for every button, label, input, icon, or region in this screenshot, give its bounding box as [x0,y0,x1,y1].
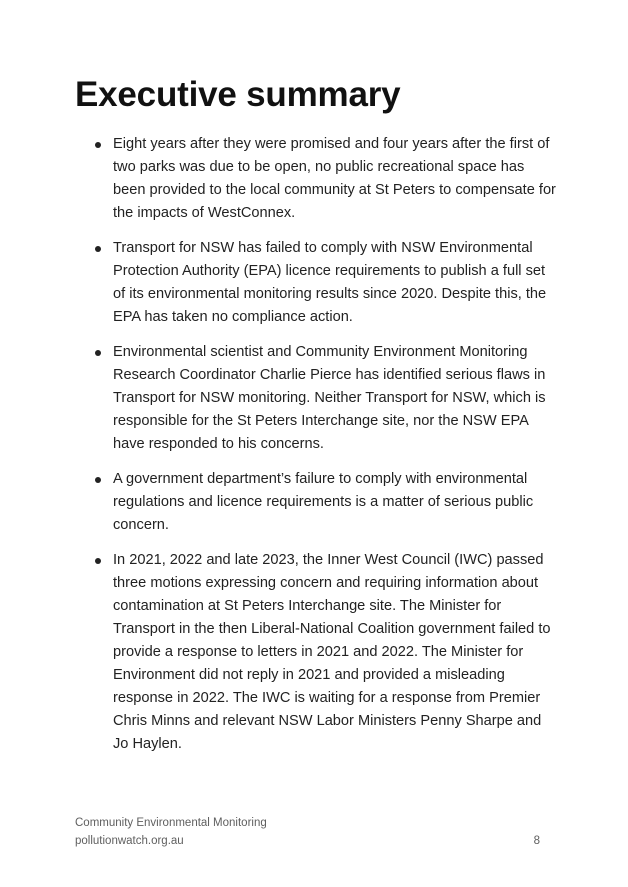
bullet-text: In 2021, 2022 and late 2023, the Inner West Council (IWC) passed three motions expressing concern and requiring information about contamination at St Peters Interchange site. The Minister for Transport in the then Liberal-National Coalition government failed to provide a response to letters in 2021 and 2022. The Minister for Environment did not reply in 2021 and provided a misleading response in 2022. The IWC is waiting for a response from Premier Chris Minns and relevant NSW Labor Ministers Penny Sharpe and Jo Haylen. [113,552,551,752]
page-title: Executive summary [75,75,401,114]
page-number: 8 [533,835,540,847]
bullet-text: Transport for NSW has failed to comply with NSW Environmental Protection Authority (EPA) licence requirements to publish a full set of its environmental monitoring results since 2020. Despite this, the EPA has taken no compliance action. [113,240,547,325]
bullet-text: A government department’s failure to comply with environmental regulations and licence requirements is a matter of serious public concern. [113,471,534,533]
bullet-dot-icon [95,477,101,483]
summary-bullet-list [95,133,557,768]
list-item [95,237,557,329]
bullet-text: Eight years after they were promised and four years after the first of two parks was due to be open, no public recreational space has been provided to the local community at St Peters to compensate for the impacts of WestConnex. [113,136,556,221]
list-item [95,133,557,225]
bullet-text: Environmental scientist and Community Environment Monitoring Research Coordinator Charlie Pierce has identified serious flaws in Transport for NSW monitoring. Neither Transport for NSW, which is responsible for the St Peters Interchange site, nor the NSW EPA have responded to his concerns. [113,344,546,452]
footer-website-link[interactable]: pollutionwatch.org.au [75,835,184,847]
bullet-dot-icon [95,350,101,356]
footer-organization: Community Environmental Monitoring [75,817,267,829]
list-item [95,341,557,456]
bullet-dot-icon [95,246,101,252]
list-item [95,549,557,756]
bullet-dot-icon [95,142,101,148]
bullet-dot-icon [95,558,101,564]
list-item [95,468,557,537]
